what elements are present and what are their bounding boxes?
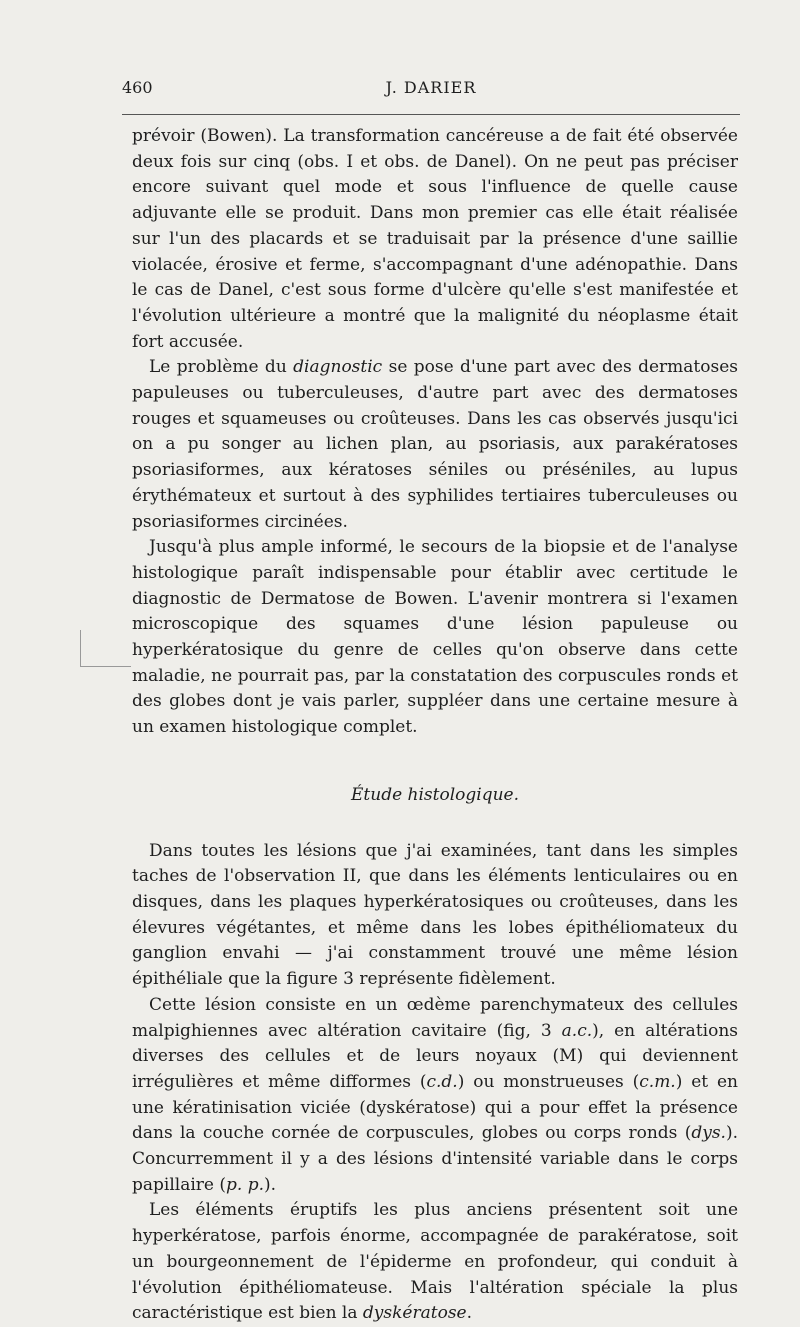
running-head: J. DARIER xyxy=(385,78,477,97)
text-span: . xyxy=(466,1303,473,1324)
page-body xyxy=(132,124,738,1327)
text-span: Cette lésion consiste en un œdème parenchymateux des cellules malpighiennes avec altération cavitaire (fig, 3 xyxy=(132,994,738,1041)
paragraph-6 xyxy=(132,1198,738,1327)
text-span: Le problème du xyxy=(149,357,294,378)
figure-ref-pp: p. p. xyxy=(226,1174,264,1195)
text-span: ) ou monstrueuses ( xyxy=(457,1071,640,1092)
paragraph-4: Dans toutes les lésions que j'ai examinées, tant dans les simples taches de l'observation II, que dans les éléments lenticulaires ou en disques, dans les plaques hyperkératosiques ou croûteuses, dans les élevures végétantes, et même dans les lobes épithéliomateux du ganglion envahi — j'ai constamment trouvé une même lésion épithéliale que la figure 3 représente fidèlement. xyxy=(132,840,738,990)
text-span: se pose d'une part avec des dermatoses papuleuses ou tuberculeuses, d'autre part avec des dermatoses rouges et squameuses ou croûteuses. Dans les cas observés jusqu'ici on a pu songer au lichen plan, au psoriasis, aux parakératoses psoriasiformes, aux kératoses séniles ou préséniles, au lupus érythémateux et surtout à des syphilides tertiaires tuberculeuses ou psoriasiformes circinées. xyxy=(132,357,738,532)
section-heading: Étude histologique. xyxy=(351,784,519,805)
paragraph-5 xyxy=(132,993,738,1199)
paragraph-1: prévoir (Bowen). La transformation cancéreuse a de fait été observée deux fois sur cinq (obs. I et obs. de Danel). On ne peut pas préciser encore suivant quel mode et sous l'influence de quelle cause adjuvante elle se produit. Dans mon premier cas elle était réalisée sur l'un des placards et se traduisait par la présence d'une saillie violacée, érosive et ferme, s'accompagnant d'une adénopathie. Dans le cas de Danel, c'est sous forme d'ulcère qu'elle s'est manifestée et l'évolution ultérieure a montré que la malignité du néoplasme était fort accusée. xyxy=(132,126,738,352)
paragraph-3: Jusqu'à plus ample informé, le secours de la biopsie et de l'analyse histologique paraît indispensable pour établir avec certitude le diagnostic de Dermatose de Bowen. L'avenir montrera si l'examen microscopique des squames d'une lésion papuleuse ou hyperkératosique du genre de celles qu'on observe dans cette maladie, ne pourrait pas, par la constatation des corpuscules ronds et des globes dont je vais parler, suppléer dans une certaine mesure à un examen histologique complet. xyxy=(132,537,738,738)
figure-ref-dys: dys. xyxy=(691,1123,726,1144)
text-span: ). Concurremment il y a des lésions d'intensité variable dans le corps papillaire ( xyxy=(132,1123,738,1195)
emphasis-diagnostic: diagnostic xyxy=(293,357,383,378)
figure-ref-ac: a.c. xyxy=(561,1020,593,1041)
text-span: Les éléments éruptifs les plus anciens présentent soit une hyperkératose, parfois énorme, accompagnée de parakératose, soit un bourgeonnement de l'épiderme en profondeur, qui conduit à l'évolution épithéliomateuse. Mais l'altération spéciale la plus caractéristique est bien la xyxy=(132,1200,738,1324)
margin-bracket-mark xyxy=(80,630,131,667)
figure-ref-cd: c.d. xyxy=(426,1071,458,1092)
page-number: 460 xyxy=(122,78,153,97)
paragraph-2 xyxy=(132,355,738,535)
figure-ref-cm: c.m. xyxy=(639,1071,676,1092)
page-header xyxy=(122,78,740,104)
text-span: ), en altérations diverses des cellules et de leurs noyaux (M) qui deviennent irrégulières et même difformes ( xyxy=(132,1020,738,1092)
text-span: ) et en une kératinisation viciée (dyskératose) qui a pour effet la présence dans la couche cornée de corpuscules, globes ou corps ronds ( xyxy=(132,1071,739,1144)
text-span: ). xyxy=(264,1174,277,1195)
emphasis-dyskeratose: dyskératose xyxy=(362,1303,467,1324)
header-rule xyxy=(122,114,740,115)
